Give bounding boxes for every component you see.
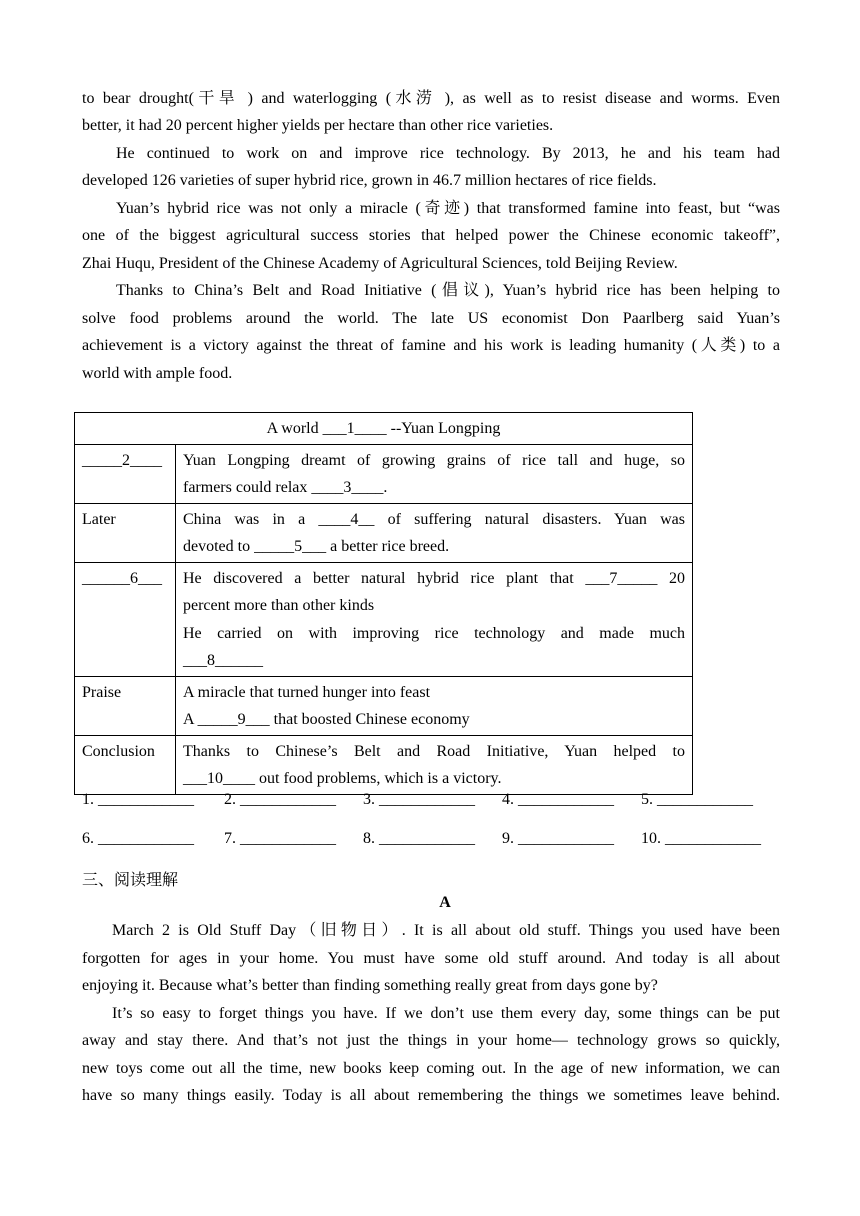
passage-line: Thanks to China’s Belt and Road Initiative (倡议), Yuan’s hybrid rice has been helping to bbox=[116, 282, 780, 299]
table-header-row bbox=[75, 413, 693, 445]
table-row bbox=[75, 735, 693, 794]
passage-line: enjoying it. Because what’s better than finding something really great from days gone by? bbox=[82, 977, 658, 994]
row-label: Conclusion bbox=[75, 735, 176, 794]
row-content bbox=[176, 562, 693, 676]
answer-blank-1[interactable]: 1. ____________ bbox=[82, 791, 194, 808]
row-content bbox=[176, 735, 693, 794]
answer-blank-10[interactable]: 10. ____________ bbox=[641, 830, 761, 847]
row-line: A miracle that turned hunger into feast bbox=[183, 683, 431, 701]
summary-table bbox=[74, 412, 693, 795]
answer-blank-5[interactable]: 5. ____________ bbox=[641, 791, 753, 808]
table-row bbox=[75, 562, 693, 676]
table-title: A world ___1____ --Yuan Longping bbox=[75, 413, 693, 445]
passage-line: achievement is a victory against the threat of famine and his work is leading humanity (人类) to a bbox=[82, 337, 780, 354]
row-content bbox=[176, 444, 693, 503]
row-line: He carried on with improving rice technology and made much bbox=[183, 624, 685, 642]
row-label: _____2____ bbox=[75, 444, 176, 503]
passage-line: He continued to work on and improve rice technology. By 2013, he and his team had bbox=[116, 145, 780, 162]
row-label: ______6___ bbox=[75, 562, 176, 676]
passage-line: forgotten for ages in your home. You must have some old stuff around. And today is all about bbox=[82, 950, 780, 967]
row-line: devoted to _____5___ a better rice breed. bbox=[183, 538, 450, 555]
table-row bbox=[75, 676, 693, 735]
answer-blank-9[interactable]: 9. ____________ bbox=[502, 830, 614, 847]
passage-line: Yuan’s hybrid rice was not only a miracle (奇迹) that transformed famine into feast, but “was bbox=[116, 200, 780, 217]
row-label: Later bbox=[75, 503, 176, 562]
row-line: ___10____ out food problems, which is a victory. bbox=[183, 770, 502, 787]
passage-line: world with ample food. bbox=[82, 365, 233, 382]
row-line: China was in a ____4__ of suffering natural disasters. Yuan was bbox=[183, 510, 685, 528]
answer-blank-7[interactable]: 7. ____________ bbox=[224, 830, 336, 847]
table-row bbox=[75, 503, 693, 562]
passage-line: solve food problems around the world. The late US economist Don Paarlberg said Yuan’s bbox=[82, 310, 780, 327]
row-label: Praise bbox=[75, 676, 176, 735]
answer-blank-2[interactable]: 2. ____________ bbox=[224, 791, 336, 808]
table-row bbox=[75, 444, 693, 503]
passage-line: to bear drought(干旱 ) and waterlogging (水涝 ), as well as to resist disease and worms. Even bbox=[82, 90, 780, 107]
passage-line: one of the biggest agricultural success stories that helped power the Chinese economic takeoff”, bbox=[82, 227, 780, 244]
passage-line: have so many things easily. Today is all about remembering the things we sometimes leave behind. bbox=[82, 1087, 780, 1104]
answer-blank-4[interactable]: 4. ____________ bbox=[502, 791, 614, 808]
passage-line: away and stay there. And that’s not just the things in your home— technology grows so quickly, bbox=[82, 1032, 780, 1049]
passage-line: better, it had 20 percent higher yields per hectare than other rice varieties. bbox=[82, 117, 554, 134]
section-heading: 三、阅读理解 bbox=[82, 872, 179, 889]
passage-title: A bbox=[439, 894, 451, 911]
passage-line: It’s so easy to forget things you have. If we don’t use them every day, some things can be put bbox=[112, 1005, 780, 1022]
row-line: farmers could relax ____3____. bbox=[183, 479, 388, 496]
answer-blank-8[interactable]: 8. ____________ bbox=[363, 830, 475, 847]
row-content bbox=[176, 676, 693, 735]
passage-line: new toys come out all the time, new books keep coming out. In the age of new information, we can bbox=[82, 1060, 780, 1077]
passage-line: developed 126 varieties of super hybrid rice, grown in 46.7 million hectares of rice fields. bbox=[82, 172, 657, 189]
row-line: He discovered a better natural hybrid rice plant that ___7_____ 20 bbox=[183, 569, 685, 587]
answer-blank-6[interactable]: 6. ____________ bbox=[82, 830, 194, 847]
passage-line: Zhai Huqu, President of the Chinese Academy of Agricultural Sciences, told Beijing Review. bbox=[82, 255, 678, 272]
answer-blank-3[interactable]: 3. ____________ bbox=[363, 791, 475, 808]
row-line: Thanks to Chinese’s Belt and Road Initiative, Yuan helped to bbox=[183, 742, 685, 760]
passage-line: March 2 is Old Stuff Day（旧物日）. It is all about old stuff. Things you used have been bbox=[112, 922, 780, 939]
row-line: ___8______ bbox=[183, 652, 263, 669]
row-content bbox=[176, 503, 693, 562]
row-line: A _____9___ that boosted Chinese economy bbox=[183, 711, 470, 728]
row-line: percent more than other kinds bbox=[183, 597, 375, 614]
row-line: Yuan Longping dreamt of growing grains of rice tall and huge, so bbox=[183, 451, 685, 469]
